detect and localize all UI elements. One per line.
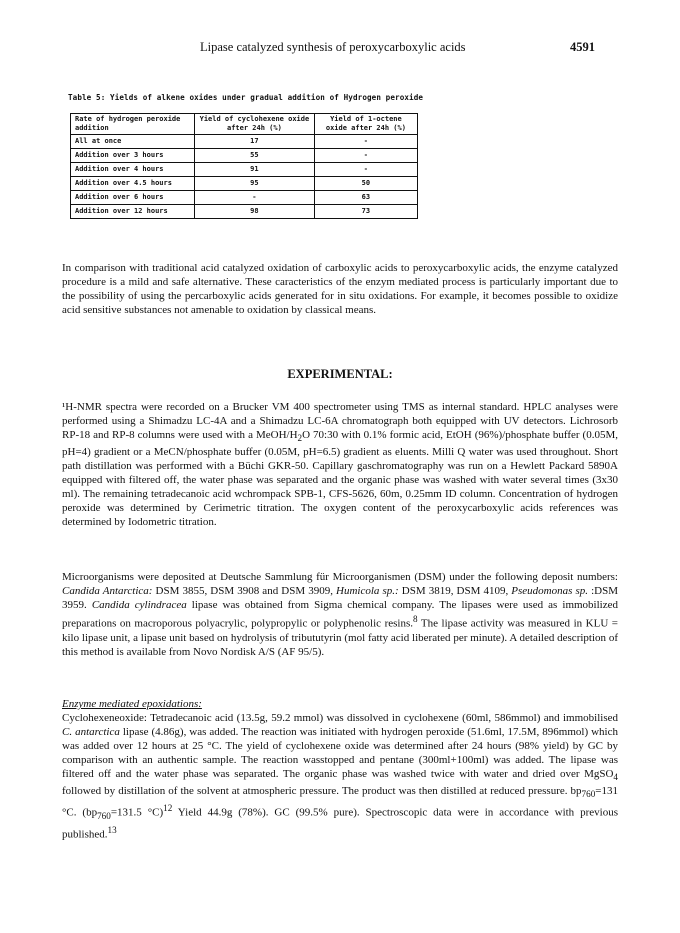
table-row: [71, 149, 418, 163]
table-cell: 63: [314, 191, 417, 205]
table-cell: Addition over 4 hours: [71, 163, 195, 177]
table-row: [71, 205, 418, 219]
experimental-heading: EXPERIMENTAL:: [287, 367, 393, 381]
epoxidation-section: Enzyme mediated epoxidations: Cyclohexeneoxide: Tetradecanoic acid (13.5g, 59.2 mmol) was dissolved in cyclohexene (60ml, 586mmol) and immobilised C. antarctica lipase (4.86g), was added. The reaction was initiated with hydrogen peroxide (51.6ml, 17.5M, 896mmol) which was added over 12 hours at 25 °C. The yield of cyclohexene oxide was determined after 24 hours (98% yield) by GC by comparison with an authentic sample. The reaction wasstopped and pentane (300ml+100ml) was added. The lipase was filtered off and the water phase was separated. The organic phase was washed twice with water and dried over MgSO$_4$ followed by distillation of the solvent at atmospheric pressure. The product was then distilled at reduced pressure. $bp_{760}=131$ °C. ($bp_{760}=131.5$ °C)$^{12}$ Yield 44.9g (78%). GC (99.5% pure). Spectroscopic data were in accordance with previous published.$^{13}$: [62, 698, 619, 841]
page-number: 4591: [570, 40, 595, 54]
table-row: [71, 163, 418, 177]
table-cell: Addition over 12 hours: [71, 205, 195, 219]
table-cell: 91: [195, 163, 315, 177]
instrumentation-paragraph: ¹H-NMR spectra were recorded on a Brucker VM 400 spectrometer using TMS as internal standard. HPLC analyses were performed using a Shimadzu LC-4A and a Shimadzu LC-6A chromatograph both equipped with UV detectors. Lichrosorb RP-18 and RP-8 columns were used with a MeOH/$H_2O$ 70:30 with 0.1% formic acid, EtOH (96%)/phosphate buffer (0.05M, pH=4) gradient or a MeCN/phosphate buffer (0.05M, pH=6.5) gradient as eluents. Milli Q water was used throughout. Short path distillation was performed with a Büchi GKR-50. Capillary gaschromatography was run on a Hewlett Packard 5890A equipped with filtered off, the water phase was separated and the organic phase was washed with water several times (3x30 ml). The remaining tetradecanoic acid wchrompack SPB-1, CFS-5626, 60m, 0.25mm ID column. Concentration of hydrogen peroxide was determined by Cerimetric titration. The oxygen content of the peroxycarboxylic acids references was determined by Iodometric titration.: [62, 401, 618, 529]
column-header: Yield of cyclohexene oxide after 24h (%): [195, 114, 315, 135]
microorganisms-paragraph: Microorganisms were deposited at Deutsche Sammlung für Microorganismen (DSM) under the following deposit numbers: Candida Antarctica: DSM 3855, DSM 3908 and DSM 3909, Humicola sp.: DSM 3819, DSM 4109, Pseudomonas sp. :DSM 3959. Candida cylindracea lipase was obtained from Sigma chemical company. The lipases were used as immobilized preparations on macroporous polyacrylic, polypropylic or polyphenolic resins.$^8$ The lipase activity was measured in KLU = kilo lipase unit, a lipase unit based on hydrolysis of tribututyrin (mol fatty acid liberated per minute). A detailed description of this method is available from Novo Nordisk A/S (AF 95/5).: [62, 571, 618, 658]
table-caption: Table 5: Yields of alkene oxides under gradual addition of Hydrogen peroxide: [68, 93, 424, 102]
column-header: Rate of hydrogen peroxide addition: [71, 114, 195, 135]
table-header-row: [71, 114, 418, 135]
table-cell: 73: [314, 205, 417, 219]
table-row: [71, 191, 418, 205]
yields-table: [70, 113, 418, 219]
table-cell: -: [314, 163, 417, 177]
table-cell: Addition over 6 hours: [71, 191, 195, 205]
table-row: [71, 135, 418, 149]
table-cell: -: [314, 135, 417, 149]
table-cell: Addition over 3 hours: [71, 149, 195, 163]
table-cell: 17: [195, 135, 315, 149]
intro-paragraph: In comparison with traditional acid catalyzed oxidation of carboxylic acids to peroxycarboxylic acids, the enzyme catalyzed procedure is a mild and safe alternative. These caracteristics of the enzym mediated process is particularly important due to the possibility of using the percarboxylic acids generated for in situ oxidations. For example, it becomes possible to oxidize acid sensitive substances not amenable to oxidation by classical means.: [62, 262, 618, 316]
running-header: [0, 40, 680, 56]
table-cell: Addition over 4.5 hours: [71, 177, 195, 191]
table-cell: 98: [195, 205, 315, 219]
column-header: Yield of 1-octene oxide after 24h (%): [314, 114, 417, 135]
table-cell: All at once: [71, 135, 195, 149]
compound-label: Cyclohexeneoxide:: [62, 712, 147, 724]
table-cell: 50: [314, 177, 417, 191]
table-cell: 95: [195, 177, 315, 191]
table-cell: -: [195, 191, 315, 205]
table-cell: -: [314, 149, 417, 163]
table-row: [71, 177, 418, 191]
section-heading: Enzyme mediated epoxidations:: [62, 698, 202, 710]
table-cell: 55: [195, 149, 315, 163]
running-title: Lipase catalyzed synthesis of peroxycarboxylic acids: [200, 40, 466, 54]
